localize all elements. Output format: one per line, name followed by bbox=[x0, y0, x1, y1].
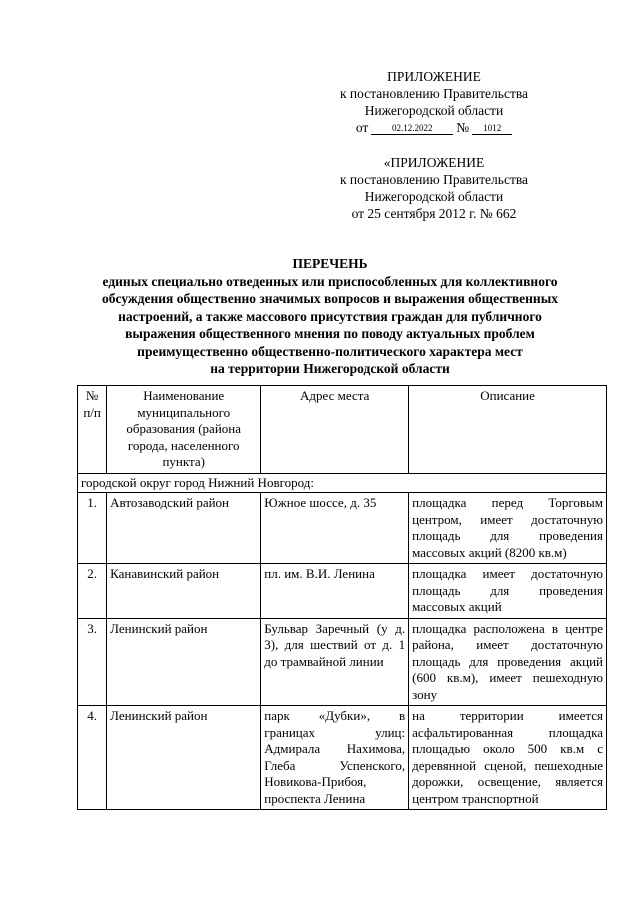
row-name: Канавинский район bbox=[107, 564, 261, 619]
number-sign: № bbox=[456, 120, 470, 135]
row-address: пл. им. В.И. Ленина bbox=[261, 564, 409, 619]
title-line: преимущественно общественно-политического характера мест bbox=[137, 343, 523, 359]
prior-region-label: Нижегородской области bbox=[364, 189, 504, 204]
row-description: площадка имеет достаточную площадь для проведения массовых акций bbox=[409, 564, 607, 619]
table-row bbox=[78, 706, 607, 810]
row-name: Ленинский район bbox=[107, 706, 261, 810]
column-header-number: № п/п bbox=[78, 386, 107, 474]
title-line: обсуждения общественно значимых вопросов и выражения общественных bbox=[102, 291, 558, 306]
column-header-name: Наименование муниципального образования (района города, населенного пункта) bbox=[107, 386, 261, 474]
row-description: площадка расположена в центре района, имеет достаточную площадь для проведения акций (600 кв.м), имеет пешеходную зону bbox=[409, 618, 607, 706]
table-row bbox=[78, 564, 607, 619]
row-address: парк «Дубки», в границах улиц: Адмирала Нахимова, Глеба Успенского, Новикова-Прибоя, проспекта Ленина bbox=[261, 706, 409, 810]
appendix-header bbox=[320, 68, 548, 136]
row-name: Автозаводский район bbox=[107, 493, 261, 564]
resolution-label: к постановлению Правительства bbox=[339, 86, 529, 101]
date-number-line bbox=[320, 119, 548, 136]
row-number: 4. bbox=[78, 706, 107, 810]
row-description: на территории имеется асфальтированная площадка площадью около 500 кв.м с деревянной сценой, пешеходные дорожки, освещение, является центром транспортной bbox=[409, 706, 607, 810]
title-line: единых специально отведенных или приспособленных для коллективного bbox=[102, 273, 558, 289]
title-line: выражения общественного мнения по поводу актуальных проблем bbox=[125, 326, 535, 341]
section-title: городской округ город Нижний Новгород: bbox=[78, 473, 607, 493]
from-label: от bbox=[355, 120, 369, 135]
appendix-label: ПРИЛОЖЕНИЕ bbox=[387, 69, 481, 84]
row-name: Ленинский район bbox=[107, 618, 261, 706]
table-row bbox=[78, 618, 607, 706]
resolution-number: 1012 bbox=[472, 123, 512, 135]
row-address: Южное шоссе, д. 35 bbox=[261, 493, 409, 564]
row-number: 1. bbox=[78, 493, 107, 564]
table-header-row bbox=[78, 386, 607, 474]
row-address: Бульвар Заречный (у д. 3), для шествий от д. 1 до трамвайной линии bbox=[261, 618, 409, 706]
row-description: площадка перед Торговым центром, имеет достаточную площадь для проведения массовых акций (8200 кв.м) bbox=[409, 493, 607, 564]
column-header-description: Описание bbox=[409, 386, 607, 474]
column-header-address: Адрес места bbox=[261, 386, 409, 474]
prior-appendix-label: «ПРИЛОЖЕНИЕ bbox=[383, 155, 485, 170]
places-table bbox=[77, 385, 607, 810]
section-row bbox=[78, 473, 607, 493]
title-line: на территории Нижегородской области bbox=[210, 361, 450, 376]
resolution-date: 02.12.2022 bbox=[371, 123, 453, 135]
prior-resolution-label: к постановлению Правительства bbox=[339, 172, 529, 187]
row-number: 3. bbox=[78, 618, 107, 706]
row-number: 2. bbox=[78, 564, 107, 619]
prior-appendix-header bbox=[320, 154, 548, 222]
region-label: Нижегородской области bbox=[364, 103, 504, 118]
table-row bbox=[78, 493, 607, 564]
document-title bbox=[60, 255, 600, 378]
title-line: настроений, а также массового присутствия граждан для публичного bbox=[118, 308, 542, 324]
prior-date-line: от 25 сентября 2012 г. № 662 bbox=[351, 206, 517, 221]
title-heading: ПЕРЕЧЕНЬ bbox=[292, 256, 368, 271]
